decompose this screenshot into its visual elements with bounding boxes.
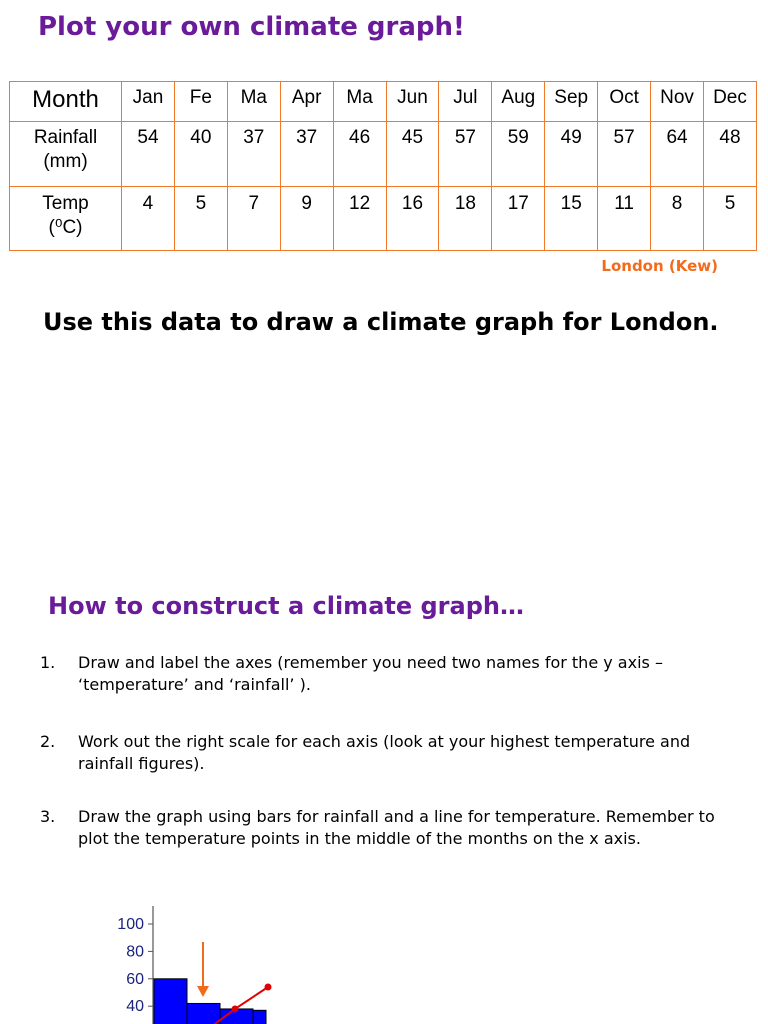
temperature-cell: 5 [703,187,756,251]
temperature-cell: 16 [386,187,439,251]
rainfall-bar [253,1010,266,1024]
y-tick-label: 80 [126,943,144,961]
month-cell: Nov [651,82,704,122]
rainfall-cell: 64 [651,122,704,187]
rainfall-cell: 37 [227,122,280,187]
month-row [10,82,757,122]
example-climate-graph [100,900,300,1024]
rainfall-cell: 48 [703,122,756,187]
month-cell: Jul [439,82,492,122]
month-cell: Ma [227,82,280,122]
data-source-label: London (Kew) [601,257,718,275]
rainfall-cell: 54 [122,122,175,187]
rainfall-header-line2: (mm) [43,151,88,172]
orange-arrow-head [197,986,209,997]
step-text: Draw and label the axes (remember you need two names for the y axis – ‘temperature’ and ‘rainfall’ ). [78,653,663,694]
month-cell: Sep [545,82,598,122]
temperature-point [232,1005,239,1012]
temperature-cell: 15 [545,187,598,251]
temperature-cell: 4 [122,187,175,251]
temperature-cell: 17 [492,187,545,251]
month-cell: Fe [174,82,227,122]
rainfall-cell: 40 [174,122,227,187]
step-number: 1. [40,653,56,672]
temperature-row [10,187,757,251]
step-number: 3. [40,807,56,826]
rainfall-cell: 46 [333,122,386,187]
step-text: Draw the graph using bars for rainfall and a line for temperature. Remember to plot the temperature points in the middle of the months on the x axis. [78,807,715,848]
temperature-cell: 8 [651,187,704,251]
temperature-cell: 7 [227,187,280,251]
rainfall-cell: 59 [492,122,545,187]
month-header: Month [10,82,122,122]
page-title: Plot your own climate graph! [38,12,465,42]
rainfall-header [10,122,122,187]
month-cell: Jun [386,82,439,122]
y-tick-label: 100 [117,916,144,933]
climate-data-table [9,81,757,251]
rainfall-cell: 49 [545,122,598,187]
temperature-point [265,984,272,991]
temperature-cell: 12 [333,187,386,251]
rainfall-row [10,122,757,187]
step-number: 2. [40,732,56,751]
rainfall-header-line1: Rainfall [33,127,98,148]
temperature-cell: 9 [280,187,333,251]
y-tick-label: 60 [126,970,144,988]
rainfall-bar [154,979,187,1024]
month-cell: Apr [280,82,333,122]
month-cell: Ma [333,82,386,122]
month-cell: Jan [122,82,175,122]
rainfall-cell: 57 [439,122,492,187]
step-text: Work out the right scale for each axis (look at your highest temperature and rainfall figures). [78,732,691,773]
month-cell: Oct [598,82,651,122]
rainfall-cell: 37 [280,122,333,187]
temperature-header-line2: (⁰C) [48,217,83,238]
rainfall-cell: 45 [386,122,439,187]
y-tick-label: 40 [126,998,144,1016]
month-cell: Aug [492,82,545,122]
temperature-header-line1: Temp [42,193,89,214]
temperature-cell: 5 [174,187,227,251]
instruction-text: Use this data to draw a climate graph for London. [43,308,719,336]
temperature-cell: 11 [598,187,651,251]
howto-heading: How to construct a climate graph… [48,592,524,620]
temperature-header [10,187,122,251]
temperature-cell: 18 [439,187,492,251]
month-cell: Dec [703,82,756,122]
rainfall-cell: 57 [598,122,651,187]
rainfall-bar [187,1003,220,1024]
